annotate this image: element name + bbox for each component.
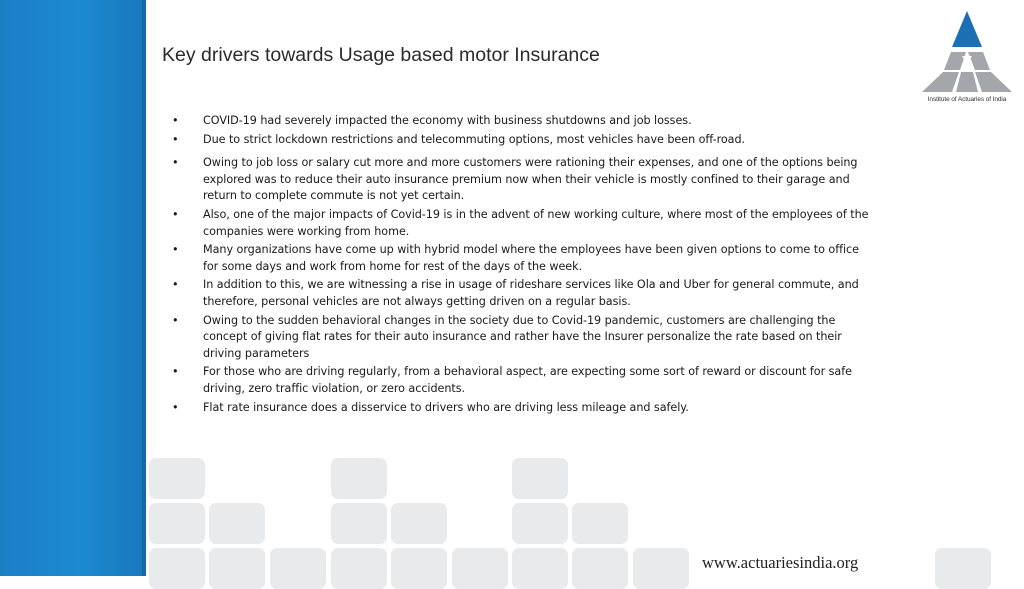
bullet-list bbox=[172, 113, 872, 418]
bg-tile bbox=[209, 503, 265, 544]
slide-title: Key drivers towards Usage based motor Insurance bbox=[162, 44, 600, 66]
bullet-item bbox=[172, 400, 872, 417]
bullet-text: Owing to the sudden behavioral changes in the society due to Covid-19 pandemic, customers are challenging the concept of giving flat rates for their auto insurance and rather have the Insurer personalize the rate based on their driving parameters bbox=[203, 313, 842, 360]
bullet-item bbox=[172, 155, 872, 205]
bg-tile bbox=[209, 548, 265, 589]
bg-tile bbox=[512, 458, 568, 499]
bullet-item bbox=[172, 113, 872, 130]
bullet-text: In addition to this, we are witnessing a rise in usage of rideshare services like Ola and Uber for general commute, and therefore, personal vehicles are not always getting driven on a regular basis. bbox=[203, 278, 859, 308]
bg-tile bbox=[572, 548, 628, 589]
bullet-dot: • bbox=[172, 243, 179, 257]
bullet-item bbox=[172, 132, 872, 149]
bullet-dot: • bbox=[172, 156, 179, 170]
bullet-dot: • bbox=[172, 114, 179, 127]
bg-tile bbox=[331, 503, 387, 544]
bg-tile bbox=[331, 548, 387, 589]
bullet-item bbox=[172, 207, 872, 240]
bullet-text: Many organizations have come up with hybrid model where the employees have been given options to come to office for some days and work from home for rest of the days of the week. bbox=[203, 243, 859, 273]
bg-tile bbox=[331, 458, 387, 499]
bg-tile bbox=[391, 503, 447, 544]
bullet-dot: • bbox=[172, 400, 179, 414]
bullet-dot: • bbox=[172, 278, 179, 292]
bullet-text: Flat rate insurance does a disservice to drivers who are driving less mileage and safely. bbox=[203, 400, 689, 414]
bullet-text: Due to strict lockdown restrictions and telecommuting options, most vehicles have been off-road. bbox=[203, 132, 746, 146]
bullet-item bbox=[172, 277, 872, 310]
bullet-item bbox=[172, 364, 872, 397]
bg-tile bbox=[270, 548, 326, 589]
iai-logo-icon bbox=[918, 8, 1016, 108]
bg-tile bbox=[452, 548, 508, 589]
logo-caption: Institute of Actuaries of India bbox=[927, 96, 1007, 103]
footer-website-link[interactable]: www.actuariesindia.org bbox=[702, 553, 859, 572]
bg-tile bbox=[512, 548, 568, 589]
bullet-dot: • bbox=[172, 132, 179, 146]
bg-tile bbox=[935, 548, 991, 589]
bg-tile bbox=[572, 503, 628, 544]
bg-tile bbox=[391, 548, 447, 589]
bg-tile bbox=[149, 458, 205, 499]
bullet-dot: • bbox=[172, 207, 179, 221]
bullet-text: COVID-19 had severely impacted the economy with business shutdowns and job losses. bbox=[203, 114, 692, 127]
bg-tile bbox=[512, 503, 568, 544]
bg-tile bbox=[633, 548, 689, 589]
bullet-text: Owing to job loss or salary cut more and more customers were rationing their expenses, and one of the options being explored was to reduce their auto insurance premium now when their vehicle is mostly confined to their garage and return to complete commute is not yet certain. bbox=[203, 156, 858, 203]
bullet-text: For those who are driving regularly, from a behavioral aspect, are expecting some sort of reward or discount for safe driving, zero traffic violation, or zero accidents. bbox=[203, 365, 852, 395]
bullet-dot: • bbox=[172, 365, 179, 379]
bg-tile bbox=[149, 503, 205, 544]
bullet-text: Also, one of the major impacts of Covid-19 is in the advent of new working culture, where most of the employees of the companies were working from home. bbox=[203, 207, 869, 238]
bullet-item bbox=[172, 242, 872, 275]
bullet-item bbox=[172, 313, 872, 363]
bg-tile bbox=[149, 548, 205, 589]
bullet-dot: • bbox=[172, 313, 179, 327]
